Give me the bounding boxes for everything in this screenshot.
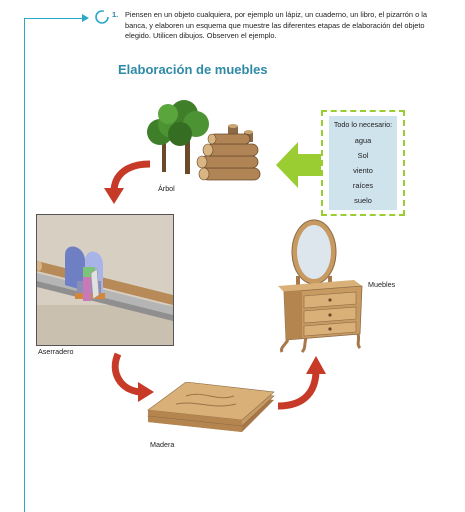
- red-arrow-icon: [276, 356, 330, 414]
- needs-item: raíces: [352, 181, 374, 190]
- aserradero-image: [36, 214, 174, 346]
- label-arbol: Árbol: [158, 184, 175, 193]
- margin-line: [24, 18, 25, 512]
- needs-item: suelo: [354, 196, 372, 205]
- needs-item: Sol: [357, 151, 369, 160]
- red-arrow-icon: [104, 158, 154, 208]
- sawmill-illustration: [37, 215, 173, 345]
- needs-item: viento: [353, 166, 373, 175]
- label-madera: Madera: [150, 440, 175, 449]
- instruction-block: [112, 10, 430, 42]
- green-arrow-icon: [276, 140, 324, 190]
- wood-planks-illustration: [146, 382, 276, 438]
- pointer-arrow-icon: [82, 14, 89, 22]
- instruction-text: Piensen en un objeto cualquiera, por ejemplo un lápiz, un cuaderno, un libro, el pizarrón o la banca, y elaboren un esquema que muestre las diferentes etapas de elaboración del objeto elegido. Utilicen dibujos. Observen el ejemplo.: [125, 10, 427, 40]
- furniture-illustration: [270, 218, 366, 356]
- tree-logs-illustration: [140, 92, 270, 192]
- diagram-title: Elaboración de muebles: [118, 62, 268, 77]
- needs-title: Todo lo necesario:: [333, 120, 393, 129]
- needs-panel: [329, 116, 397, 210]
- margin-top-line: [24, 18, 84, 19]
- needs-box: [321, 110, 405, 216]
- instruction-number: 1.: [112, 10, 119, 19]
- needs-item: agua: [354, 136, 372, 145]
- label-aserradero: Aserradero: [38, 347, 74, 356]
- activity-circle-icon: [94, 9, 110, 25]
- label-muebles: Muebles: [368, 280, 396, 289]
